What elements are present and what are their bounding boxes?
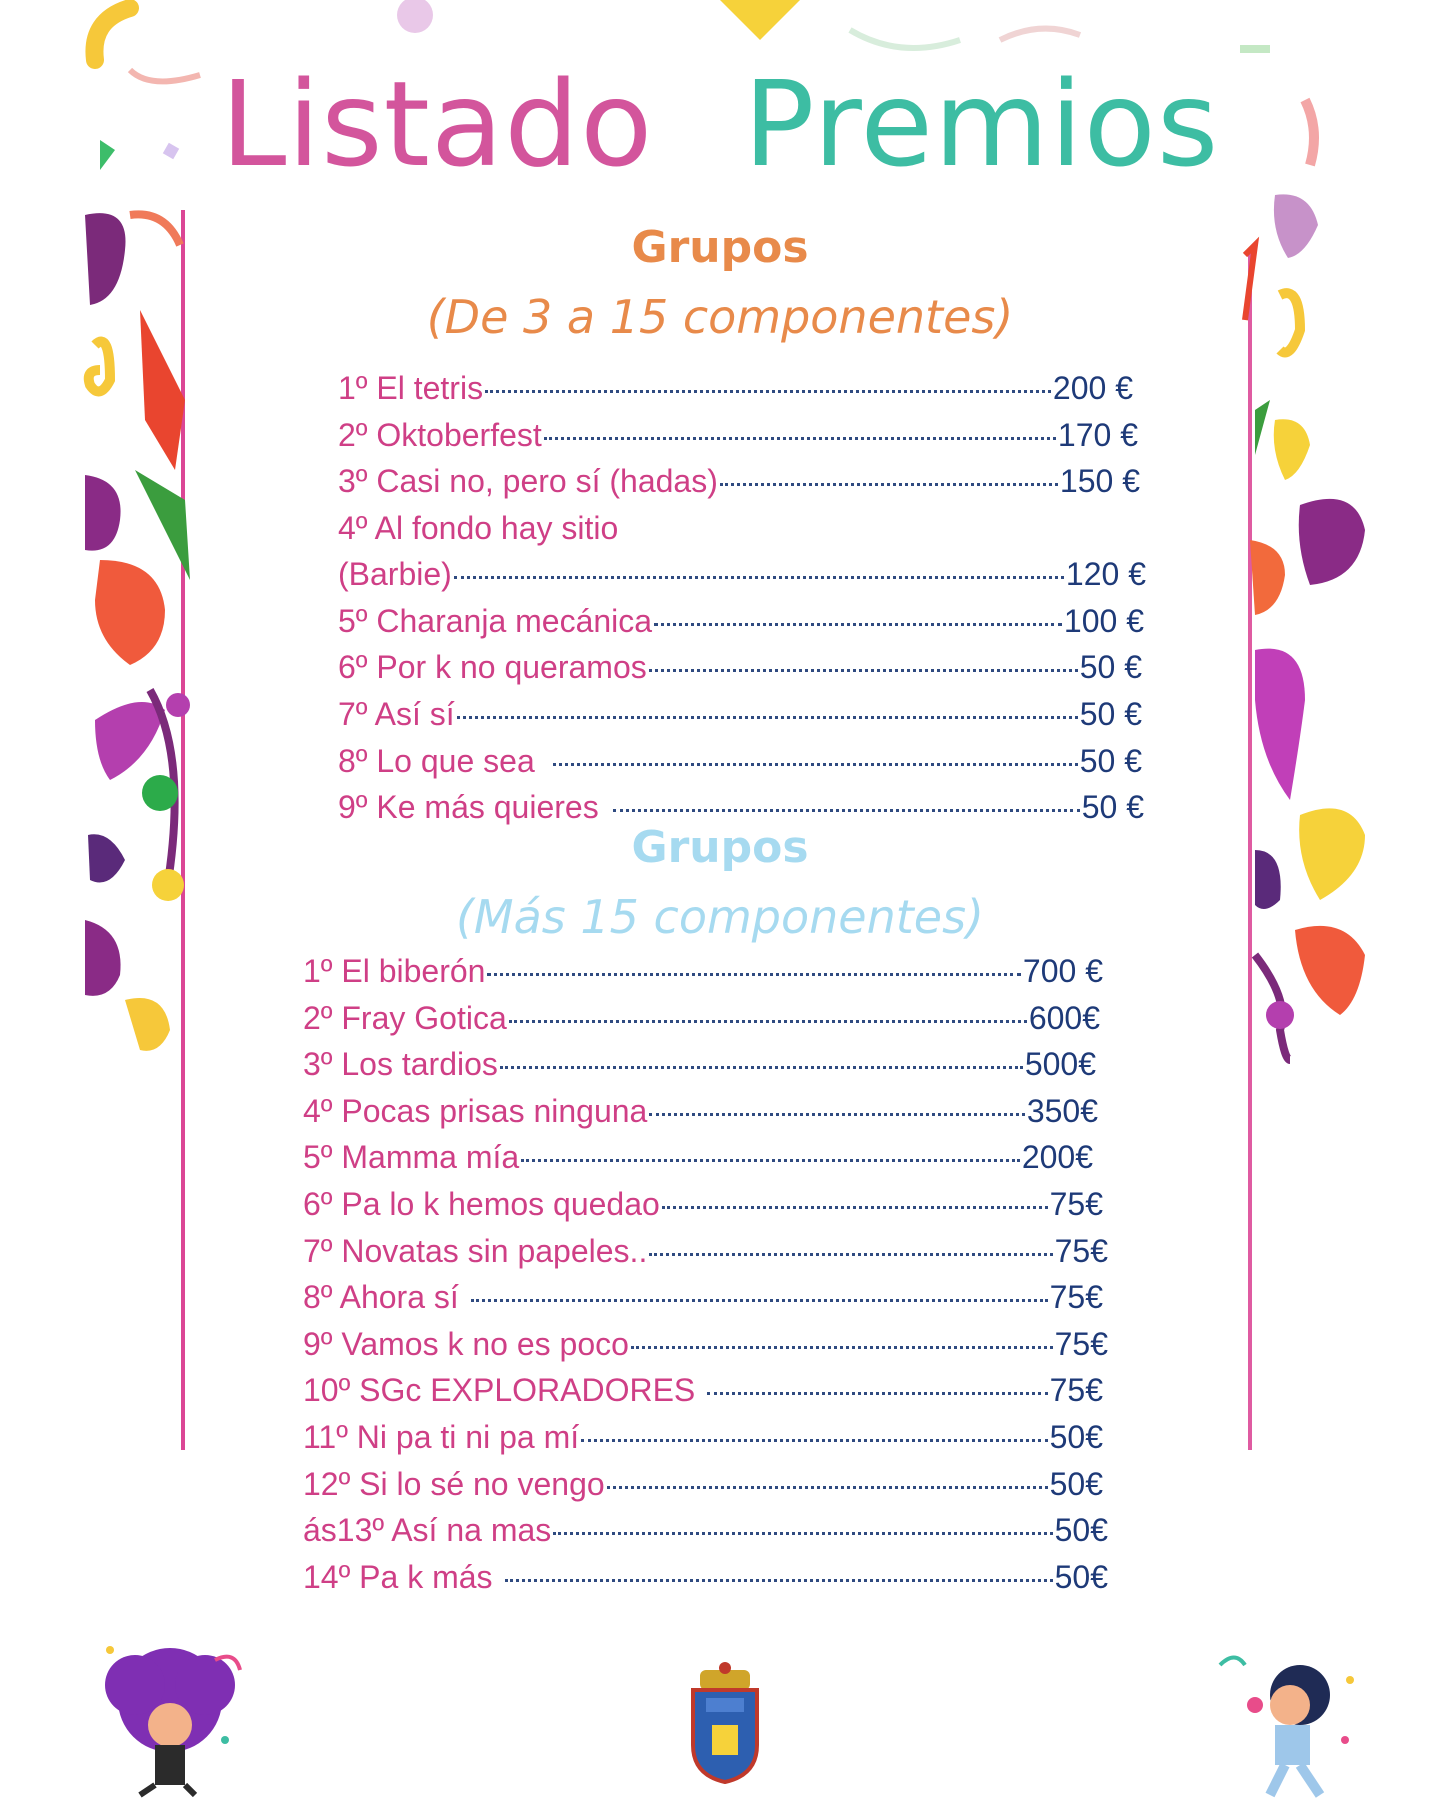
prize-name: 1º El biberón [303,953,486,989]
section-2-subheading: (Más 15 componentes) [455,890,984,944]
prize-amount: 200€ [1021,1139,1093,1176]
prize-name: 3º Casi no, pero sí (hadas) [338,463,718,500]
prize-name: 7º Novatas sin papeles.. [303,1232,648,1269]
prize-list-small-groups [338,370,1146,836]
dotted-leader [553,763,1078,766]
prize-name: 6º Por k no queramos [338,649,647,686]
dotted-leader [487,973,1020,976]
list-item [303,1326,1108,1373]
prize-amount: 100 € [1063,602,1144,639]
title-word-listado: Listado [220,55,654,193]
list-item [338,603,1144,650]
prize-amount: 600€ [1028,999,1100,1036]
prize-amount: 75€ [1049,1372,1103,1409]
dotted-leader [631,1346,1053,1349]
prize-amount: 75€ [1054,1232,1108,1269]
dotted-leader [720,483,1058,486]
dotted-leader [485,390,1051,393]
dotted-leader [662,1206,1048,1209]
prize-name: 10º SGc EXPLORADORES [303,1372,696,1409]
dotted-leader [649,1113,1024,1116]
list-item [338,743,1142,790]
list-item [338,370,1133,417]
dotted-leader [707,1392,1047,1395]
prize-name: 5º Charanja mecánica [338,602,653,639]
dotted-leader [654,623,1062,626]
prize-name-line1: 4º Al fondo hay sitio [338,509,619,546]
prize-amount: 50€ [1054,1512,1108,1549]
dotted-leader [471,1299,1048,1302]
prize-list-large-groups [303,953,1113,1605]
prize-name: 12º Si lo sé no vengo [303,1465,605,1502]
prize-name: 6º Pa lo k hemos quedao [303,1185,660,1222]
prize-name: 14º Pa k más [303,1558,493,1595]
prize-amount: 170 € [1057,416,1138,453]
list-item [303,1279,1103,1326]
prize-name: ás13º Así na mas [303,1512,552,1549]
prize-amount: 50 € [1079,695,1142,732]
prize-name: 1º El tetris [338,370,484,406]
list-item [303,1372,1103,1419]
list-item [303,1512,1108,1559]
list-item [338,696,1142,743]
prize-name: 4º Pocas prisas ninguna [303,1092,648,1129]
prize-name: 3º Los tardios [303,1046,498,1083]
afro-dancer-illustration [105,1646,240,1795]
dotted-leader [454,576,1064,579]
prize-amount: 150 € [1059,463,1140,500]
prize-amount: 75€ [1054,1325,1108,1362]
dotted-leader [521,1159,1020,1162]
list-item [303,1093,1098,1140]
dotted-leader [649,669,1078,672]
prize-amount: 50 € [1079,649,1142,686]
prize-amount: 120 € [1065,556,1146,593]
prize-name: (Barbie) [338,556,452,593]
prize-amount: 50€ [1054,1558,1108,1595]
dotted-leader [457,716,1078,719]
dotted-leader [613,809,1080,812]
music-note-icon [89,342,110,392]
prize-name: 7º Así sí [338,695,455,732]
page-title [0,55,1440,193]
list-item [303,1559,1108,1606]
prize-amount: 500€ [1024,1046,1096,1083]
dotted-leader [649,1253,1052,1256]
prize-amount: 50€ [1049,1465,1103,1502]
dotted-leader [505,1579,1053,1582]
list-item [338,463,1140,510]
coat-of-arms-logo [693,1662,757,1782]
section-1-heading: Grupos [631,222,809,273]
list-item [338,417,1138,464]
dotted-leader [500,1066,1023,1069]
list-item [303,1139,1093,1186]
prize-amount: 75€ [1049,1185,1103,1222]
prize-amount: 50€ [1049,1418,1103,1455]
prize-name: 2º Oktoberfest [338,416,542,453]
list-item [303,1419,1103,1466]
prize-name: 11º Ni pa ti ni pa mí [303,1418,580,1455]
prize-amount: 200 € [1052,370,1133,406]
prize-name: 2º Fray Gotica [303,999,507,1036]
dotted-leader [553,1532,1052,1535]
list-item [338,510,1146,603]
list-item [303,953,1103,1000]
prize-amount: 75€ [1049,1279,1103,1316]
title-word-premios: Premios [743,55,1220,193]
prize-amount: 350€ [1026,1092,1098,1129]
prize-amount: 50 € [1081,789,1144,826]
prize-amount: 700 € [1022,953,1103,989]
prize-name: 8º Lo que sea [338,742,535,779]
list-item [303,1233,1108,1280]
prize-name: 5º Mamma mía [303,1139,520,1176]
dotted-leader [509,1020,1027,1023]
list-item [303,1466,1103,1513]
dotted-leader [581,1439,1048,1442]
prize-name: 9º Vamos k no es poco [303,1325,629,1362]
section-2-heading: Grupos [631,822,809,873]
prize-name: 9º Ke más quieres [338,789,599,826]
prize-amount: 50 € [1079,742,1142,779]
carnival-mask-icon [95,702,165,780]
dotted-leader [607,1486,1048,1489]
prize-name: 8º Ahora sí [303,1279,459,1316]
dotted-leader [544,437,1056,440]
list-item [303,1186,1103,1233]
list-item [303,1046,1096,1093]
section-1-subheading: (De 3 a 15 componentes) [426,290,1014,344]
list-item [303,1000,1100,1047]
singer-girl-illustration [1220,1658,1354,1796]
list-item [338,649,1142,696]
